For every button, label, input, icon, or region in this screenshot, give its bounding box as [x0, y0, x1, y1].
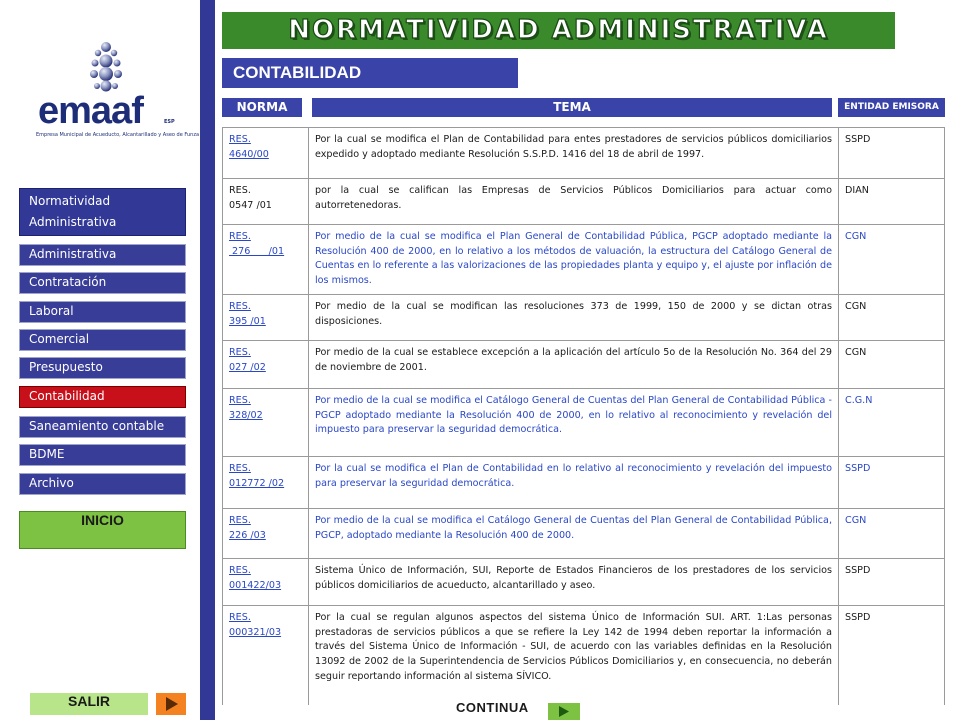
- entidad-cell: CGN: [845, 347, 867, 358]
- play-arrow-icon: [156, 693, 186, 715]
- entidad-cell: CGN: [845, 515, 867, 526]
- salir-button[interactable]: SALIR: [30, 693, 148, 715]
- tema-cell: Por la cual se modifica el Plan de Contabilidad para entes prestadores de servicios públicos domiciliarios expedido y adoptado mediante Resolución S.S.P.D. 1416 del 18 de abril de 1997.: [309, 128, 839, 178]
- continua-button[interactable]: [548, 703, 580, 720]
- norma-cell: [223, 389, 309, 456]
- table-row: [223, 295, 944, 341]
- table-row: [223, 509, 944, 559]
- norma-cell: [223, 341, 309, 388]
- tema-cell: Por medio de la cual se modifican las resoluciones 373 de 1999, 150 de 2000 y se dictan otras disposiciones.: [309, 295, 839, 340]
- tema-cell: Por medio de la cual se modifica el Catálogo General de Cuentas del Plan General de Contabilidad Pública - PGCP adoptado mediante la Resolución 400 de 2000, en lo relativo al reconocimiento y revelación del impuesto para preservar la seguridad democrática.: [309, 389, 839, 456]
- vertical-divider: [200, 0, 215, 720]
- section-title: CONTABILIDAD: [222, 58, 518, 88]
- entidad-cell: CGN: [845, 301, 867, 312]
- table-row: [223, 179, 944, 225]
- norma-cell: [223, 295, 309, 340]
- tema-cell: Por la cual se modifica el Plan de Contabilidad en lo relativo al reconocimiento y revelación del impuesto para preservar la seguridad democrática.: [309, 457, 839, 508]
- table-row: [223, 225, 944, 295]
- column-header-tema: TEMA: [312, 98, 832, 117]
- sidebar-item-archivo[interactable]: Archivo: [19, 473, 186, 495]
- sidebar-title: [19, 188, 186, 236]
- table-row: [223, 559, 944, 606]
- logo-subtitle: Empresa Municipal de Acueducto, Alcantarillado y Aseo de Funza: [36, 132, 200, 138]
- norma-cell: RES. 0547 /01: [223, 179, 309, 224]
- entidad-cell: CGN: [845, 231, 867, 242]
- entidad-cell: DIAN: [845, 185, 869, 196]
- table-row: [223, 341, 944, 389]
- page-title-banner: [222, 12, 895, 49]
- table-row: [223, 457, 944, 509]
- sidebar-item-laboral[interactable]: Laboral: [19, 301, 186, 323]
- tema-cell: por la cual se califican las Empresas de Servicios Públicos Domiciliarios para actuar como autorretenedoras.: [309, 179, 839, 224]
- norma-cell: [223, 606, 309, 705]
- entidad-cell: SSPD: [845, 134, 871, 145]
- sidebar-item-administrativa[interactable]: Administrativa: [19, 244, 186, 266]
- norma-cell: [223, 128, 309, 178]
- norma-cell: [223, 559, 309, 605]
- column-header-norma: NORMA: [222, 98, 302, 117]
- column-header-entidad: ENTIDAD EMISORA: [838, 98, 945, 117]
- emaaf-logo: [36, 40, 200, 138]
- sidebar-title-line1: Normatividad: [29, 194, 111, 208]
- continua-label: CONTINUA: [456, 700, 529, 715]
- norma-link[interactable]: RES. 395 /01: [229, 301, 266, 327]
- normas-table: [222, 127, 945, 705]
- entidad-cell: C.G.N: [845, 395, 873, 406]
- entidad-cell: SSPD: [845, 612, 871, 623]
- tema-cell: Por medio de la cual se modifica el Plan General de Contabilidad Pública, PGCP adoptado mediante la Resolución 400 de 2000, en lo relativo a los métodos de valuación, la estructura del Catálogo General de Cuentas en lo referente a las valorizaciones de las propiedades planta y equipo y, el ajuste por inflación de los mismos.: [309, 225, 839, 294]
- sidebar-item-comercial[interactable]: Comercial: [19, 329, 186, 351]
- tema-cell: Por la cual se regulan algunos aspectos del sistema Único de Información SUI. ART. 1:Las personas prestadoras de servicios públicos a que se refiere la Ley 142 de 1994 deben reportar la información a través del Sistema Único de Información - SUI, de acuerdo con las variables definidas en la Resolución 13092 de 2002 de la Superintendencia de Servicios Públicos Domiciliarios y, en consecuencia, no deberán seguir reportando información al sistema SÍVICO.: [309, 606, 839, 705]
- table-row: [223, 389, 944, 457]
- sidebar-title-line2: Administrativa: [29, 215, 117, 229]
- sidebar-item-contratacion[interactable]: Contratación: [19, 272, 186, 294]
- salir-arrow-button[interactable]: [156, 693, 186, 715]
- table-row: [223, 128, 944, 179]
- play-arrow-icon: [548, 703, 580, 720]
- tema-cell: Por medio de la cual se establece excepción a la aplicación del artículo 5o de la Resolución No. 364 del 29 de noviembre de 2001.: [309, 341, 839, 388]
- sidebar-item-contabilidad[interactable]: Contabilidad: [19, 386, 186, 408]
- norma-cell: [223, 457, 309, 508]
- water-drops-logo-icon: [36, 40, 176, 95]
- table-row: [223, 606, 944, 705]
- tema-cell: Sistema Único de Información, SUI, Reporte de Estados Financieros de los prestadores de los servicios públicos domiciliarios de acueducto, alcantarillado y aseo.: [309, 559, 839, 605]
- inicio-button[interactable]: INICIO: [19, 511, 186, 549]
- logo-wordmark: emaaf: [38, 90, 143, 132]
- norma-cell: [223, 225, 309, 294]
- tema-cell: Por medio de la cual se modifica el Catálogo General de Cuentas del Plan General de Contabilidad Pública, PGCP, adoptado mediante la Resolución 400 de 2000.: [309, 509, 839, 558]
- norma-link[interactable]: RES. 000321/03: [229, 612, 282, 638]
- sidebar-item-bdme[interactable]: BDME: [19, 444, 186, 466]
- sidebar-item-saneamiento-contable[interactable]: Saneamiento contable: [19, 416, 186, 438]
- logo-esp: ESP: [164, 119, 175, 125]
- norma-link[interactable]: RES. 012772 /02: [229, 463, 285, 489]
- norma-link[interactable]: RES. 027 /02: [229, 347, 266, 373]
- page-title: NORMATIVIDAD ADMINISTRATIVA: [288, 15, 829, 45]
- norma-link[interactable]: RES. 001422/03: [229, 565, 282, 591]
- norma-cell: [223, 509, 309, 558]
- norma-link[interactable]: RES. 4640/00: [229, 134, 269, 160]
- sidebar-item-presupuesto[interactable]: Presupuesto: [19, 357, 186, 379]
- norma-link[interactable]: RES. 328/02: [229, 395, 263, 421]
- entidad-cell: SSPD: [845, 565, 871, 576]
- norma-link[interactable]: RES. 276 /01: [229, 231, 285, 257]
- entidad-cell: SSPD: [845, 463, 871, 474]
- norma-link[interactable]: RES. 226 /03: [229, 515, 266, 541]
